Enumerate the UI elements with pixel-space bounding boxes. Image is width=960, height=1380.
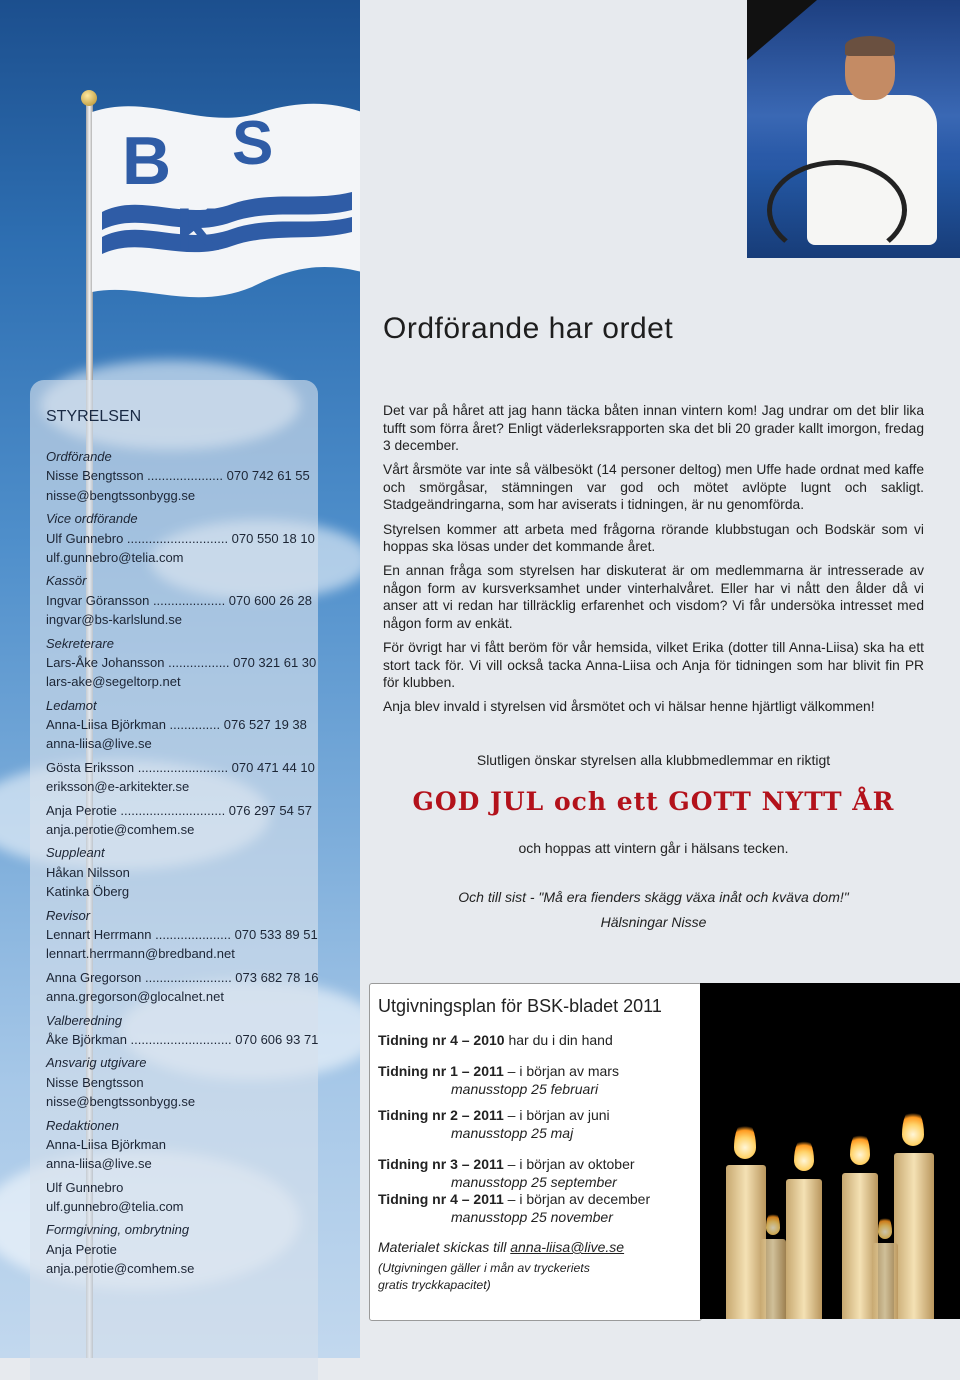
board-contact-line: nisse@bengtssonbygg.se	[46, 1094, 196, 1110]
board-contact-line: ulf.gunnebro@telia.com	[46, 549, 184, 565]
board-role-label: Redaktionen	[46, 1117, 119, 1133]
board-contact-line: Ingvar Göransson .................... 070 600 26 28	[46, 592, 312, 608]
board-contact-line: Anna-Liisa Björkman .............. 076 527 19 38	[46, 717, 307, 733]
closing-wish: Slutligen önskar styrelsen alla klubbmedlemmar en riktigt	[476, 752, 831, 768]
board-contact-line: Gösta Eriksson ......................... 070 471 44 10	[46, 759, 315, 775]
board-list	[46, 447, 319, 1279]
board-role-label: Formgivning, ombrytning	[46, 1222, 190, 1238]
board-role-label: Vice ordförande	[46, 511, 138, 527]
flag-letter-b: B	[122, 123, 172, 199]
issue-number: Tidning nr 1 – 2011	[378, 1063, 504, 1079]
board-contact-line: ulf.gunnebro@telia.com	[46, 1199, 184, 1215]
board-contact-line: anna-liisa@live.se	[46, 736, 152, 752]
signature: Hälsningar Nisse	[600, 914, 707, 930]
board-contact-line: Nisse Bengtsson	[46, 1074, 144, 1090]
issue-deadline: manusstopp 25 februari	[451, 1081, 599, 1097]
plan-note-line-2: gratis tryckkapacitet)	[378, 1278, 491, 1292]
material-email-link[interactable]: anna-liisa@live.se	[510, 1239, 625, 1255]
issue-deadline: manusstopp 25 november	[451, 1209, 613, 1225]
issue-number: Tidning nr 2 – 2011	[378, 1107, 504, 1123]
christmas-greeting: GOD JUL och ett GOTT NYTT ÅR	[412, 787, 895, 816]
board-contact-line: eriksson@e-arkitekter.se	[46, 779, 190, 795]
publication-plan	[369, 983, 702, 1321]
issue-timing: – i början av oktober	[503, 1156, 635, 1172]
board-contact-line: lars-ake@segeltorp.net	[46, 674, 181, 690]
article-paragraph: Vårt årsmöte var inte så välbesökt (14 personer deltog) men Uffe hade ordnat med kaffe och smörgåsar, stämningen var god och mötet avlöpte lugnt och sakligt. Stadgeändringarna, som har aviserats i tidningen, är nu genomförda.	[383, 462, 924, 513]
plan-issue	[378, 1155, 635, 1191]
plan-material	[378, 1238, 624, 1256]
plan-issue	[378, 1106, 610, 1142]
bsk-flag	[92, 92, 360, 307]
board-contact-line: Nisse Bengtsson ..................... 070 742 61 55	[46, 468, 310, 484]
issue-deadline: manusstopp 25 september	[451, 1174, 617, 1190]
board-contact-line: anja.perotie@comhem.se	[46, 822, 195, 838]
article-paragraph: För övrigt har vi fått beröm för vår hemsida, vilket Erika (dotter till Anna-Liisa) ska ha ett stort tack för. Vi vill också tacka Anna-Liisa och Anja för tidningen som har blivit fin PR för klubben.	[383, 640, 924, 691]
closing-hope: och hoppas att vintern går i hälsans tecken.	[518, 840, 789, 856]
issue-deadline: manusstopp 25 maj	[451, 1125, 574, 1141]
board-contact-line: Lennart Herrmann ..................... 070 533 89 51	[46, 926, 318, 942]
board-contact-line: Lars-Åke Johansson ................. 070 321 61 30	[46, 654, 317, 670]
page-title: Ordförande har ordet	[383, 312, 674, 345]
board-heading: STYRELSEN	[46, 408, 142, 425]
board-panel	[30, 380, 318, 1380]
flag-letter-s: S	[232, 109, 274, 178]
board-role-label: Sekreterare	[46, 635, 114, 651]
issue-number: Tidning nr 4 – 2011	[378, 1191, 504, 1207]
article-paragraph: Det var på håret att jag hann täcka båten innan vintern kom! Jag undrar om det blir lika tufft som förra året? Enligt väderleksrapporten ska det bli 20 grader kallt imorgon, fredag 3 december.	[383, 403, 924, 454]
flag-letter-k: K	[176, 196, 220, 263]
issue-timing: – i början av december	[503, 1191, 651, 1207]
article-paragraph: Anja blev invald i styrelsen vid årsmötet och vi hälsar henne hjärtligt välkommen!	[383, 699, 875, 715]
board-contact-line: anna.gregorson@glocalnet.net	[46, 989, 224, 1005]
plan-issue	[378, 1190, 650, 1226]
issue-timing: har du i din hand	[504, 1032, 613, 1048]
board-role-label: Valberedning	[46, 1012, 123, 1028]
board-contact-line: Ulf Gunnebro	[46, 1179, 124, 1195]
board-contact-line: Anna-Liisa Björkman	[46, 1136, 166, 1152]
plan-title: Utgivningsplan för BSK-bladet 2011	[378, 996, 662, 1016]
board-contact-line: lennart.herrmann@bredband.net	[46, 946, 235, 962]
board-contact-line: Anja Perotie ............................. 076 297 54 57	[46, 802, 312, 818]
board-role-label: Revisor	[46, 907, 91, 923]
board-contact-line: Katinka Öberg	[46, 884, 130, 900]
issue-timing: – i början av mars	[503, 1063, 619, 1079]
article-body	[383, 402, 924, 723]
material-label: Materialet skickas till	[378, 1239, 511, 1255]
board-contact-line: Anna Gregorson ........................ 073 682 78 16	[46, 969, 319, 985]
issue-number: Tidning nr 3 – 2011	[378, 1156, 504, 1172]
board-role-label: Kassör	[46, 573, 87, 589]
board-contact-line: Ulf Gunnebro ............................ 070 550 18 10	[46, 530, 315, 546]
plan-issue	[378, 1062, 619, 1098]
board-contact-line: Anja Perotie	[46, 1241, 117, 1257]
board-role-label: Ansvarig utgivare	[46, 1055, 147, 1071]
article-paragraph: Styrelsen kommer att arbeta med frågorna rörande klubbstugan och Bodskär som vi hoppas ska lösas under det kommande året.	[383, 521, 924, 555]
chairman-photo	[747, 0, 960, 258]
board-contact-line: anna-liisa@live.se	[46, 1156, 152, 1172]
plan-note-line-1: (Utgivningen gäller i mån av tryckeriets	[378, 1261, 590, 1275]
board-contact-line: nisse@bengtssonbygg.se	[46, 487, 196, 503]
issue-timing: – i början av juni	[503, 1107, 610, 1123]
article-paragraph: En annan fråga som styrelsen har diskuterat är om medlemmarna är intresserade av någon form av kursverksamhet under vinterhalvåret. Eller har vi nått den ålder då vi anser att vi redan har tillräcklig erfarenhet och visdom? Vi får undersöka intresset med någon form av enkät.	[383, 563, 924, 632]
candles-photo	[700, 983, 960, 1319]
board-contact-line: anja.perotie@comhem.se	[46, 1261, 195, 1277]
board-role-label: Ordförande	[46, 449, 112, 464]
board-contact-line: Åke Björkman ............................ 070 606 93 71	[46, 1031, 319, 1047]
board-role-label: Suppleant	[46, 845, 105, 861]
issue-number: Tidning nr 4 – 2010	[378, 1032, 505, 1048]
closing-quote: Och till sist - "Må era fienders skägg växa inåt och kväva dom!"	[458, 889, 849, 905]
plan-issue	[378, 1031, 613, 1049]
board-contact-line: ingvar@bs-karlslund.se	[46, 612, 183, 628]
board-role-label: Ledamot	[46, 697, 97, 713]
board-contact-line: Håkan Nilsson	[46, 864, 130, 880]
